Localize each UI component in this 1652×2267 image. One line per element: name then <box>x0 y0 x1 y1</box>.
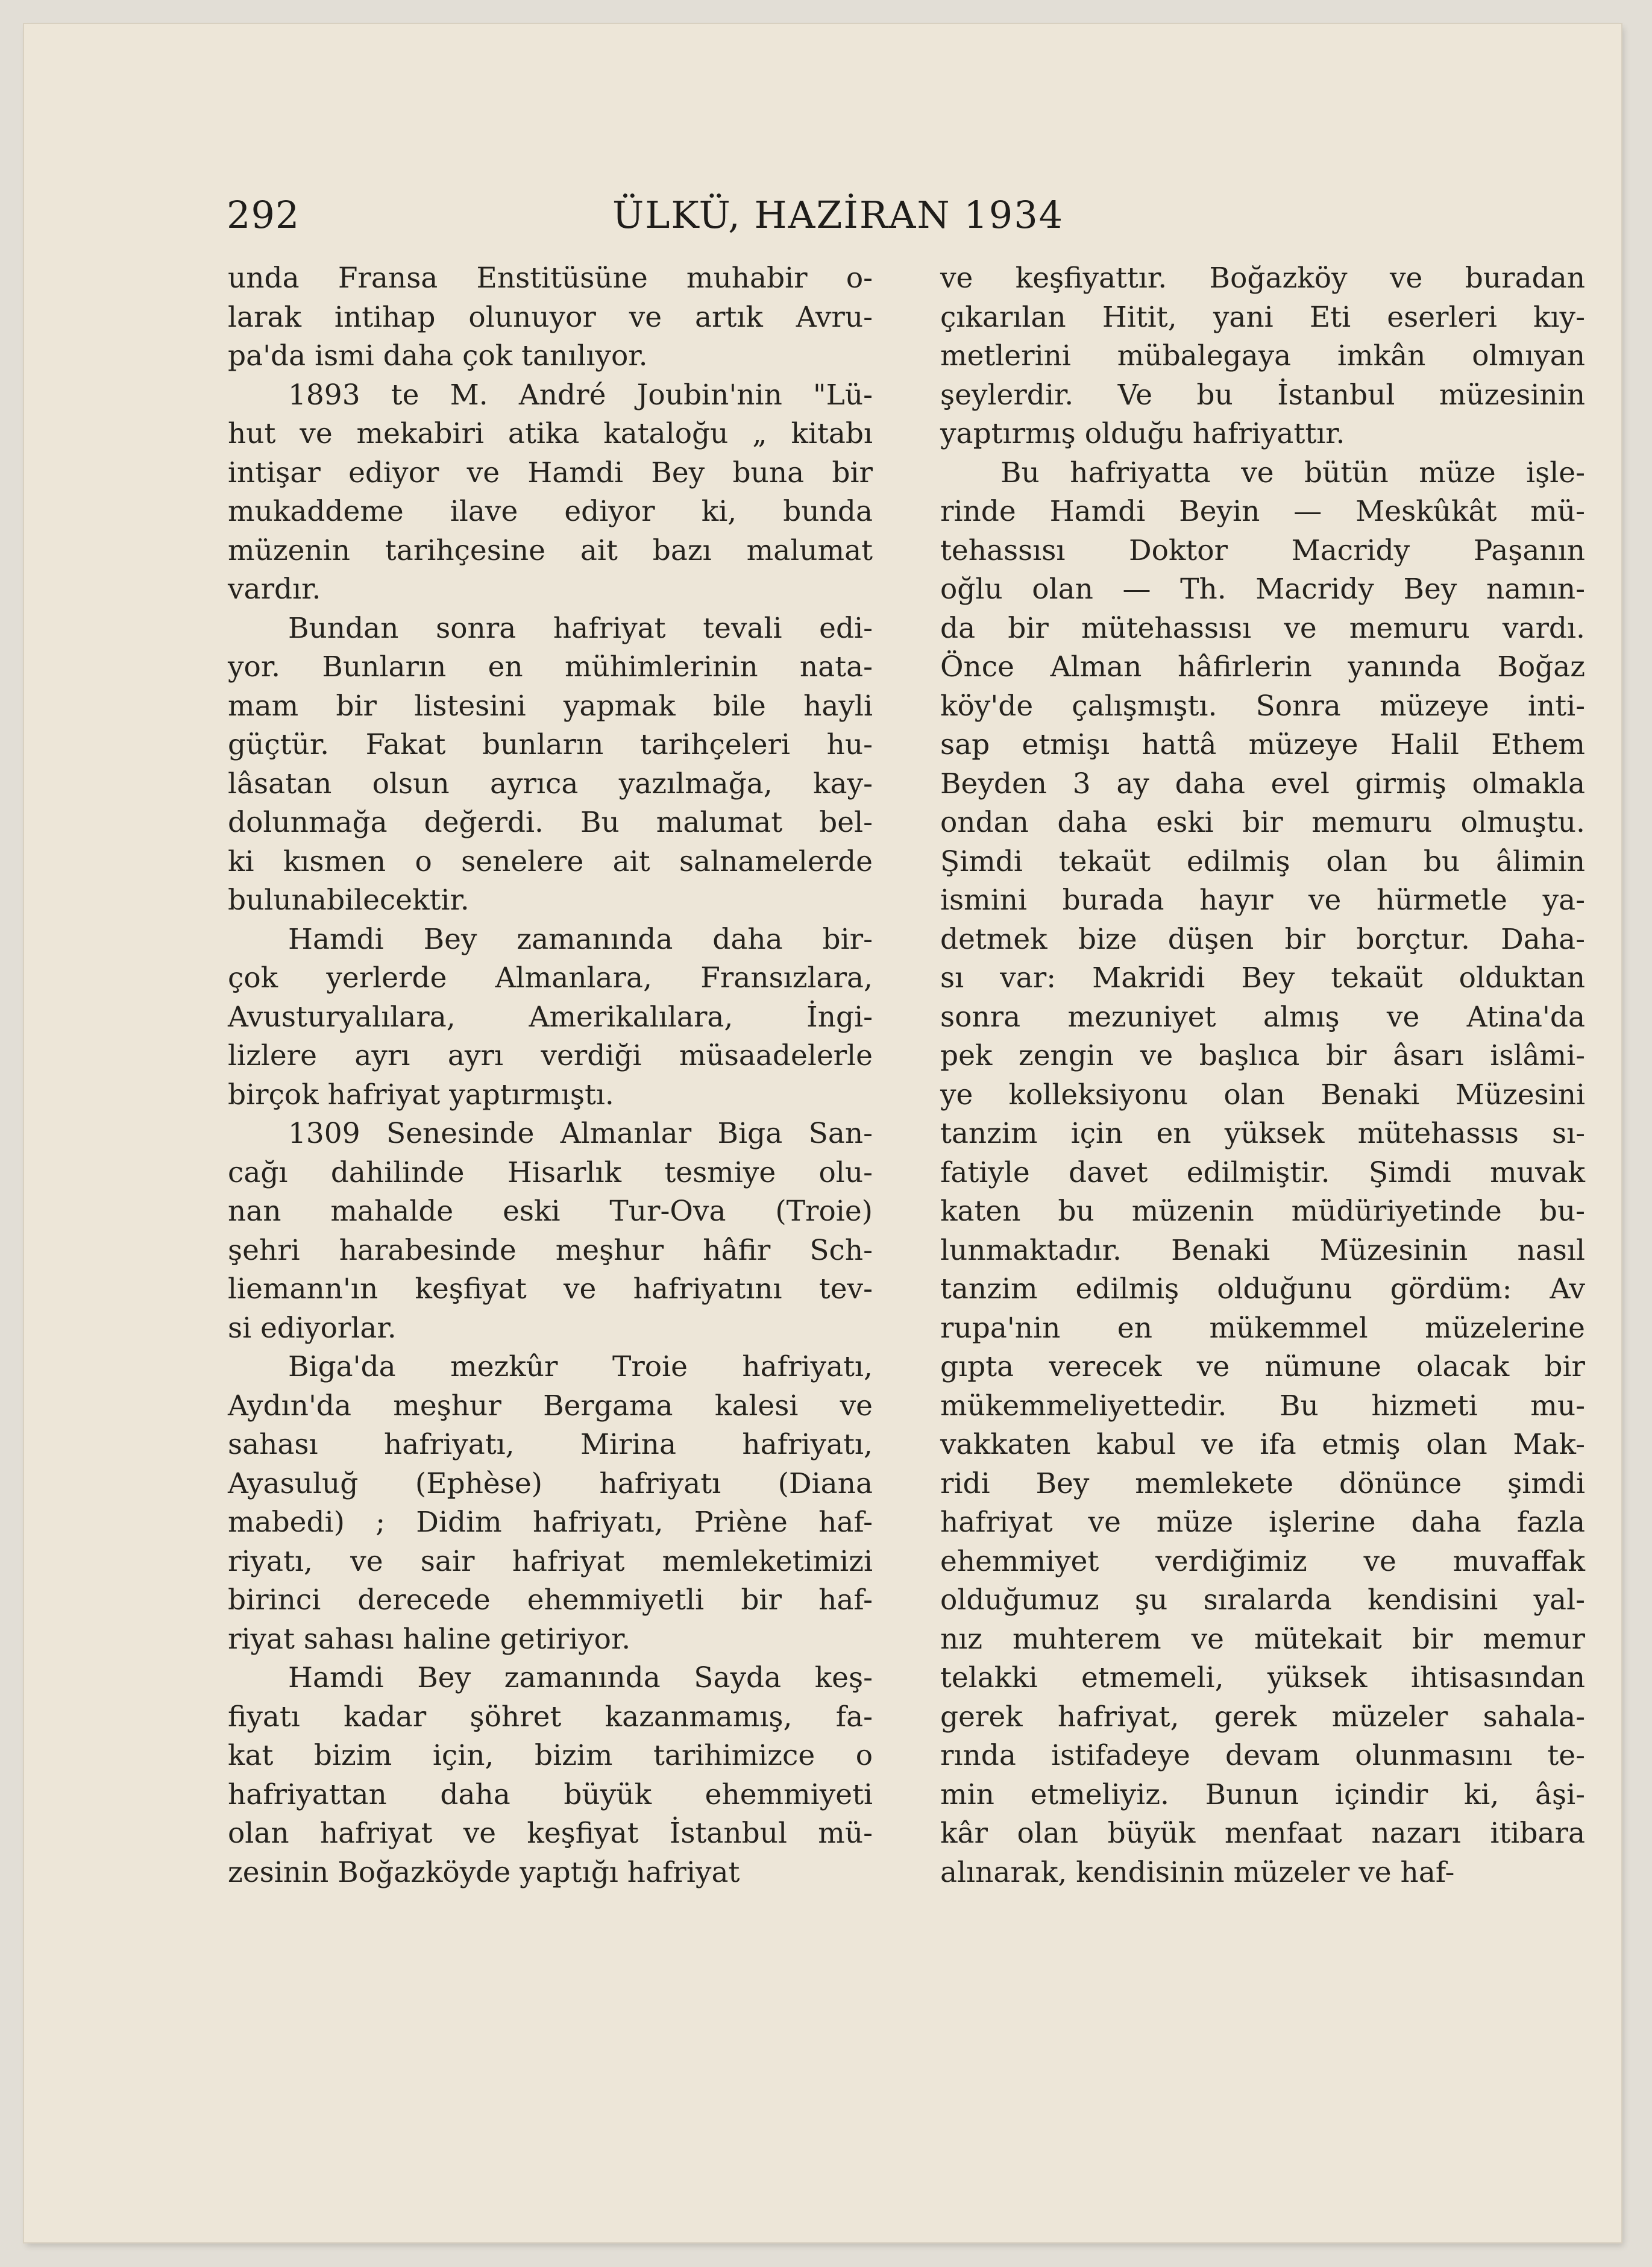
text-line: olduğumuz şu sıralarda kendisini yal- <box>940 1583 1585 1617</box>
text-line: si ediyorlar. <box>228 1311 397 1345</box>
text-line: sı var: Makridi Bey tekaüt olduktan <box>940 961 1585 995</box>
text-line: vakkaten kabul ve ifa etmiş olan Mak- <box>940 1428 1585 1461</box>
text-line: Biga'da mezkûr Troie hafriyatı, <box>288 1350 873 1383</box>
text-line: yaptırmış olduğu hafriyattır. <box>940 417 1345 450</box>
text-line: Şimdi tekaüt edilmiş olan bu âlimin <box>940 844 1585 878</box>
text-line: cağı dahilinde Hisarlık tesmiye olu- <box>228 1156 873 1189</box>
paragraph <box>228 1659 873 1892</box>
text-line: ridi Bey memlekete dönünce şimdi <box>940 1467 1585 1500</box>
text-line: müzenin tarihçesine ait bazı malumat <box>228 533 873 567</box>
text-line: kâr olan büyük menfaat nazarı itibara <box>940 1817 1585 1850</box>
text-line: unda Fransa Enstitüsüne muhabir o- <box>228 262 873 295</box>
text-line: Önce Alman hâfirlerin yanında Boğaz <box>940 650 1585 684</box>
paragraph <box>228 1115 873 1348</box>
page-number: 292 <box>227 193 300 237</box>
text-line: Avusturyalılara, Amerikalılara, İngi- <box>228 1000 873 1034</box>
text-line: sahası hafriyatı, Mirina hafriyatı, <box>228 1428 873 1461</box>
text-line: oğlu olan — Th. Macridy Bey namın- <box>940 573 1585 606</box>
text-line: zesinin Boğazköyde yaptığı hafriyat <box>228 1855 740 1889</box>
text-line: mukaddeme ilave ediyor ki, bunda <box>228 495 873 528</box>
text-line: Aydın'da meşhur Bergama kalesi ve <box>228 1389 873 1423</box>
text-line: kat bizim için, bizim tarihimizce o <box>228 1739 873 1772</box>
text-line: şehri harabesinde meşhur hâfir Sch- <box>228 1233 873 1267</box>
text-line: gıpta verecek ve nümune olacak bir <box>940 1350 1585 1383</box>
paragraph <box>228 1348 873 1659</box>
text-line: olan hafriyat ve keşfiyat İstanbul mü- <box>228 1817 873 1850</box>
paragraph <box>940 454 1585 1893</box>
text-line: liemann'ın keşfiyat ve hafriyatını tev- <box>228 1272 873 1306</box>
text-line: rupa'nin en mükemmel müzelerine <box>940 1311 1585 1345</box>
text-line: pek zengin ve başlıca bir âsarı islâmi- <box>940 1039 1585 1072</box>
text-line: lunmaktadır. Benaki Müzesinin nasıl <box>940 1233 1585 1267</box>
text-line: fatiyle davet edilmiştir. Şimdi muvak <box>940 1156 1585 1189</box>
text-line: sap etmişı hattâ müzeye Halil Ethem <box>940 728 1585 761</box>
right-column <box>940 259 1585 1892</box>
text-line: Beyden 3 ay daha evel girmiş olmakla <box>940 767 1585 800</box>
text-line: gerek hafriyat, gerek müzeler sahala- <box>940 1700 1585 1734</box>
text-line: ye kolleksiyonu olan Benaki Müzesini <box>940 1078 1585 1111</box>
page-header <box>227 181 1619 253</box>
text-line: Ayasuluğ (Ephèse) hafriyatı (Diana <box>228 1467 873 1500</box>
text-line: tehassısı Doktor Macridy Paşanın <box>940 533 1585 567</box>
paragraph <box>228 920 873 1115</box>
text-line: şeylerdir. Ve bu İstanbul müzesinin <box>940 378 1585 412</box>
text-line: pa'da ismi daha çok tanılıyor. <box>228 339 648 373</box>
text-line: 1309 Senesinde Almanlar Biga San- <box>288 1117 873 1150</box>
text-line: tanzim edilmiş olduğunu gördüm: Av <box>940 1272 1585 1306</box>
text-line: ki kısmen o senelere ait salnamelerde <box>228 844 873 878</box>
text-line: katen bu müzenin müdüriyetinde bu- <box>940 1195 1585 1228</box>
text-line: telakki etmemeli, yüksek ihtisasından <box>940 1661 1585 1694</box>
text-line: detmek bize düşen bir borçtur. Daha- <box>940 922 1585 956</box>
text-line: ismini burada hayır ve hürmetle ya- <box>940 884 1585 917</box>
text-line: rında istifadeye devam olunmasını te- <box>940 1739 1585 1772</box>
text-line: ondan daha eski bir memuru olmuştu. <box>940 806 1585 839</box>
text-line: ve keşfiyattır. Boğazköy ve buradan <box>940 262 1585 295</box>
text-line: fiyatı kadar şöhret kazanmamış, fa- <box>228 1700 873 1734</box>
text-line: Hamdi Bey zamanında daha bir- <box>288 922 873 956</box>
text-line: alınarak, kendisinin müzeler ve haf- <box>940 1855 1455 1889</box>
paragraph <box>228 609 873 920</box>
left-column <box>228 259 873 1892</box>
text-line: Hamdi Bey zamanında Sayda keş- <box>288 1661 873 1694</box>
text-line: riyatı, ve sair hafriyat memleketimizi <box>228 1544 873 1578</box>
text-line: nan mahalde eski Tur-Ova (Troie) <box>228 1195 873 1228</box>
text-line: 1893 te M. André Joubin'nin "Lü- <box>288 378 873 412</box>
text-line: sonra mezuniyet almış ve Atina'da <box>940 1000 1585 1034</box>
text-line: min etmeliyiz. Bunun içindir ki, âşi- <box>940 1778 1585 1811</box>
text-line: da bir mütehassısı ve memuru vardı. <box>940 611 1585 645</box>
text-line: larak intihap olunuyor ve artık Avru- <box>228 300 873 334</box>
paragraph <box>228 259 873 376</box>
text-line: birçok hafriyat yaptırmıştı. <box>228 1078 614 1111</box>
text-line: çıkarılan Hitit, yani Eti eserleri kıy- <box>940 300 1585 334</box>
text-line: güçtür. Fakat bunların tarihçeleri hu- <box>228 728 873 761</box>
text-line: yor. Bunların en mühimlerinin nata- <box>228 650 873 684</box>
text-line: Bu hafriyatta ve bütün müze işle- <box>1000 456 1585 489</box>
text-line: riyat sahası haline getiriyor. <box>228 1622 631 1656</box>
text-line: Bundan sonra hafriyat tevali edi- <box>288 611 873 645</box>
running-title: ÜLKÜ, HAZİRAN 1934 <box>612 193 1064 237</box>
text-line: ehemmiyet verdiğimiz ve muvaffak <box>940 1544 1585 1578</box>
text-line: çok yerlerde Almanlara, Fransızlara, <box>228 961 873 995</box>
text-line: köy'de çalışmıştı. Sonra müzeye inti- <box>940 689 1585 723</box>
text-line: intişar ediyor ve Hamdi Bey buna bir <box>228 456 873 489</box>
text-line: metlerini mübalegaya imkân olmıyan <box>940 339 1585 373</box>
text-line: lizlere ayrı ayrı verdiği müsaadelerle <box>228 1039 873 1072</box>
text-line: bulunabilecektir. <box>228 884 470 917</box>
text-line: hut ve mekabiri atika kataloğu „ kitabı <box>228 417 873 450</box>
text-line: mam bir listesini yapmak bile hayli <box>228 689 873 723</box>
text-line: tanzim için en yüksek mütehassıs sı- <box>940 1117 1585 1150</box>
paragraph <box>228 376 873 609</box>
text-line: rinde Hamdi Beyin — Meskûkât mü- <box>940 495 1585 528</box>
text-line: hafriyat ve müze işlerine daha fazla <box>940 1506 1585 1539</box>
text-line: vardır. <box>228 573 321 606</box>
paragraph <box>940 259 1585 454</box>
text-line: mükemmeliyettedir. Bu hizmeti mu- <box>940 1389 1585 1423</box>
text-line: nız muhterem ve mütekait bir memur <box>940 1622 1585 1656</box>
text-line: hafriyattan daha büyük ehemmiyeti <box>228 1778 873 1811</box>
text-line: mabedi) ; Didim hafriyatı, Priène haf- <box>228 1506 873 1539</box>
text-line: birinci derecede ehemmiyetli bir haf- <box>228 1583 873 1617</box>
text-line: lâsatan olsun ayrıca yazılmağa, kay- <box>228 767 873 800</box>
text-line: dolunmağa değerdi. Bu malumat bel- <box>228 806 873 839</box>
